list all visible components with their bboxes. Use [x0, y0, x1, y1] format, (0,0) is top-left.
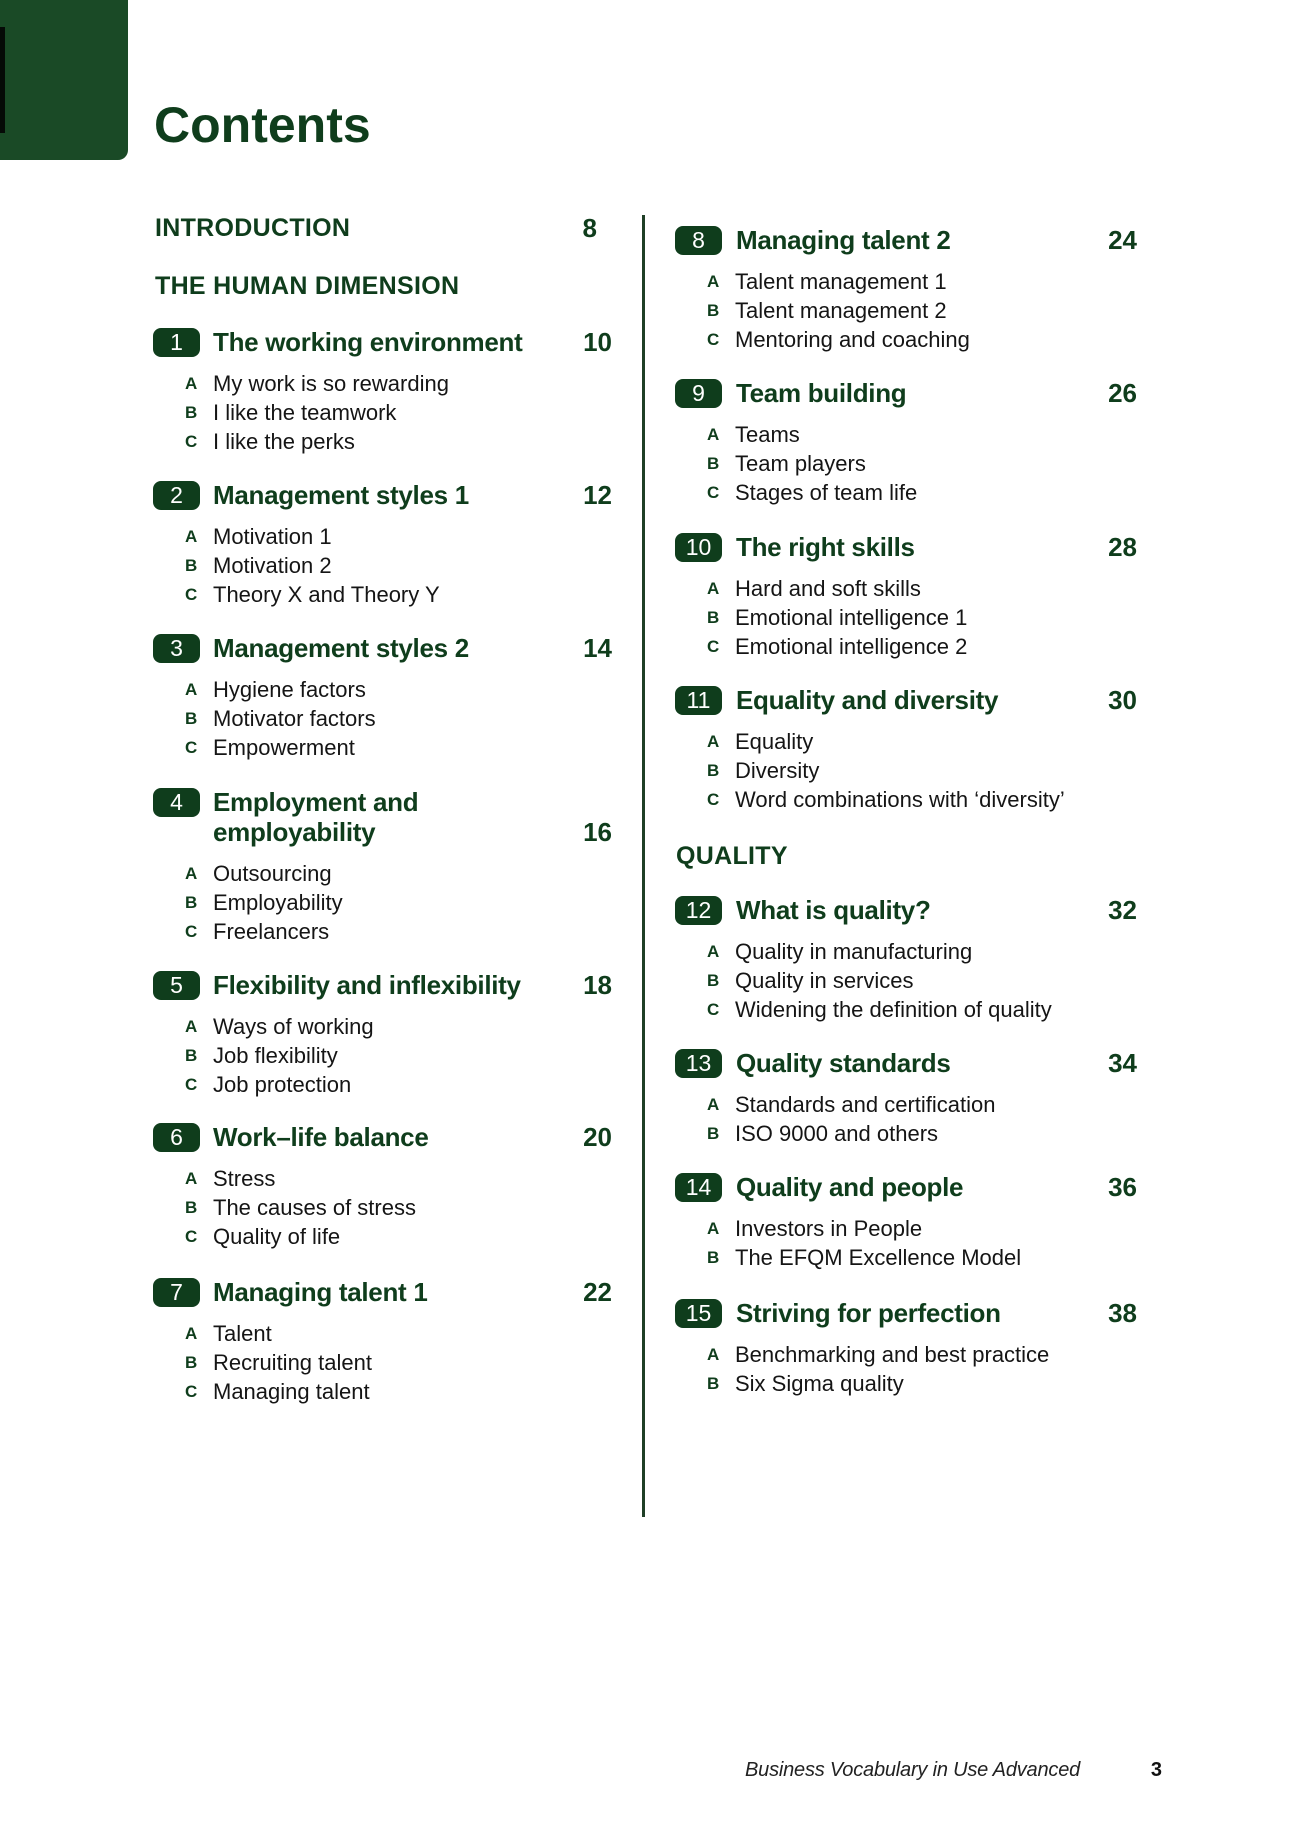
- subsection-title: Hygiene factors: [213, 677, 366, 702]
- subsection-letter: B: [185, 1353, 198, 1372]
- subsection-letter: C: [707, 1000, 720, 1019]
- subsection-letter: B: [707, 1248, 720, 1267]
- subsection-title: ISO 9000 and others: [735, 1121, 939, 1146]
- unit-page-number: 28: [1108, 532, 1137, 562]
- unit-page-number: 14: [583, 633, 612, 663]
- unit-title-link[interactable]: Management styles 2: [213, 633, 469, 663]
- unit-number-badge: 7: [153, 1278, 200, 1307]
- column-divider: [642, 215, 645, 1517]
- unit-title-link[interactable]: Management styles 1: [213, 480, 469, 510]
- subsection-title: Job flexibility: [213, 1043, 338, 1068]
- section-heading-human-dimension: THE HUMAN DIMENSION: [155, 272, 460, 300]
- subsection-title: Hard and soft skills: [735, 576, 921, 601]
- subsection-title: Mentoring and coaching: [735, 327, 970, 352]
- subsection-title: Standards and certification: [735, 1092, 996, 1117]
- unit-number-badge: 14: [675, 1173, 722, 1202]
- subsection-letter: A: [707, 1219, 720, 1238]
- subsection-letter: A: [707, 1345, 720, 1364]
- unit-number-badge: 9: [675, 379, 722, 408]
- subsection-letter: B: [707, 761, 720, 780]
- subsection-title: Stress: [213, 1166, 276, 1191]
- subsection-title: Talent management 1: [735, 269, 947, 294]
- subsection-letter: C: [185, 922, 198, 941]
- section-heading-quality: QUALITY: [676, 842, 788, 870]
- unit-number-badge: 15: [675, 1299, 722, 1328]
- subsection-title: Quality in manufacturing: [735, 939, 973, 964]
- subsection-title: Quality of life: [213, 1224, 341, 1249]
- subsection-letter: B: [707, 608, 720, 627]
- subsection-title: Managing talent: [213, 1379, 370, 1404]
- unit-page-number: 22: [583, 1277, 612, 1307]
- subsection-letter: C: [707, 330, 720, 349]
- footer-book-title: Business Vocabulary in Use Advanced: [745, 1759, 1081, 1781]
- corner-dark-strip: [0, 27, 5, 133]
- unit-number-badge: 1: [153, 328, 200, 357]
- unit-page-number: 12: [583, 480, 612, 510]
- unit-number-badge: 8: [675, 226, 722, 255]
- unit-page-number: 26: [1108, 378, 1137, 408]
- subsection-letter: B: [185, 403, 198, 422]
- unit-number-badge: 13: [675, 1049, 722, 1078]
- subsection-letter: C: [707, 483, 720, 502]
- subsection-title: The causes of stress: [213, 1195, 416, 1220]
- subsection-letter: A: [707, 425, 720, 444]
- subsection-letter: B: [185, 893, 198, 912]
- subsection-letter: C: [185, 738, 198, 757]
- subsection-letter: C: [185, 585, 198, 604]
- subsection-letter: C: [185, 1382, 198, 1401]
- subsection-title: I like the perks: [213, 429, 355, 454]
- subsection-title: Emotional intelligence 2: [735, 634, 968, 659]
- unit-number-badge: 10: [675, 533, 722, 562]
- subsection-letter: C: [185, 432, 198, 451]
- subsection-letter: B: [185, 556, 198, 575]
- subsection-title: Equality: [735, 729, 814, 754]
- subsection-title: Diversity: [735, 758, 820, 783]
- subsection-title: Investors in People: [735, 1216, 923, 1241]
- subsection-letter: A: [185, 864, 198, 883]
- subsection-title: Teams: [735, 422, 800, 447]
- corner-color-block: [0, 0, 128, 160]
- subsection-title: Quality in services: [735, 968, 914, 993]
- subsection-letter: B: [707, 301, 720, 320]
- subsection-letter: A: [707, 1095, 720, 1114]
- unit-title-link[interactable]: Managing talent 1: [213, 1277, 428, 1307]
- unit-page-number: 10: [583, 327, 612, 357]
- unit-number-badge: 2: [153, 481, 200, 510]
- subsection-title: Job protection: [213, 1072, 352, 1097]
- unit-page-number: 16: [583, 817, 612, 847]
- unit-title-link-line2[interactable]: employability: [213, 817, 376, 847]
- subsection-letter: B: [185, 1198, 198, 1217]
- subsection-letter: B: [185, 1046, 198, 1065]
- subsection-title: Widening the definition of quality: [735, 997, 1052, 1022]
- subsection-letter: A: [185, 680, 198, 699]
- unit-number-badge: 12: [675, 896, 722, 925]
- unit-number-badge: 6: [153, 1123, 200, 1152]
- subsection-title: Empowerment: [213, 735, 355, 760]
- subsection-letter: A: [185, 1324, 198, 1343]
- subsection-letter: B: [707, 971, 720, 990]
- subsection-letter: A: [707, 942, 720, 961]
- subsection-letter: A: [707, 579, 720, 598]
- subsection-title: Talent: [213, 1321, 272, 1346]
- unit-page-number: 36: [1108, 1172, 1137, 1202]
- subsection-title: Stages of team life: [735, 480, 918, 505]
- subsection-title: Six Sigma quality: [735, 1371, 904, 1396]
- unit-page-number: 20: [583, 1122, 612, 1152]
- subsection-title: Outsourcing: [213, 861, 332, 886]
- subsection-letter: B: [707, 1124, 720, 1143]
- subsection-title: Motivation 1: [213, 524, 332, 549]
- subsection-title: I like the teamwork: [213, 400, 397, 425]
- subsection-title: My work is so rewarding: [213, 371, 449, 396]
- unit-page-number: 30: [1108, 685, 1137, 715]
- subsection-letter: B: [707, 1374, 720, 1393]
- unit-title-link[interactable]: Quality and people: [736, 1172, 964, 1202]
- unit-title-link[interactable]: Flexibility and inflexibility: [213, 970, 521, 1000]
- footer-page-number: 3: [1150, 1759, 1162, 1781]
- unit-title-link[interactable]: Striving for perfection: [736, 1298, 1001, 1328]
- subsection-letter: C: [707, 790, 720, 809]
- subsection-title: Talent management 2: [735, 298, 947, 323]
- subsection-title: The EFQM Excellence Model: [735, 1245, 1022, 1270]
- unit-page-number: 32: [1108, 895, 1137, 925]
- introduction-page: 8: [582, 213, 597, 243]
- subsection-letter: A: [185, 1017, 198, 1036]
- subsection-title: Recruiting talent: [213, 1350, 372, 1375]
- unit-page-number: 38: [1108, 1298, 1137, 1328]
- subsection-letter: A: [185, 1169, 198, 1188]
- subsection-title: Word combinations with ‘diversity’: [735, 787, 1065, 812]
- subsection-letter: B: [185, 709, 198, 728]
- subsection-letter: C: [707, 637, 720, 656]
- unit-page-number: 34: [1108, 1048, 1137, 1078]
- unit-title-link[interactable]: Managing talent 2: [736, 225, 951, 255]
- unit-title-link[interactable]: Equality and diversity: [736, 685, 999, 715]
- unit-title-link[interactable]: Team building: [736, 378, 907, 408]
- page-title: Contents: [154, 97, 371, 153]
- unit-number-badge: 4: [153, 788, 200, 817]
- unit-number-badge: 11: [675, 686, 722, 715]
- unit-number-badge: 3: [153, 634, 200, 663]
- subsection-title: Motivation 2: [213, 553, 332, 578]
- subsection-letter: A: [707, 272, 720, 291]
- unit-title-link[interactable]: Quality standards: [736, 1048, 951, 1078]
- unit-title-link[interactable]: The working environment: [213, 327, 523, 357]
- subsection-title: Ways of working: [213, 1014, 374, 1039]
- subsection-letter: B: [707, 454, 720, 473]
- subsection-letter: C: [185, 1227, 198, 1246]
- subsection-title: Freelancers: [213, 919, 330, 944]
- subsection-title: Emotional intelligence 1: [735, 605, 968, 630]
- unit-title-link[interactable]: Work–life balance: [213, 1122, 429, 1152]
- subsection-title: Benchmarking and best practice: [735, 1342, 1050, 1367]
- unit-page-number: 24: [1108, 225, 1137, 255]
- introduction-label[interactable]: INTRODUCTION: [155, 214, 351, 242]
- subsection-title: Team players: [735, 451, 866, 476]
- subsection-letter: A: [707, 732, 720, 751]
- subsection-letter: A: [185, 374, 198, 393]
- unit-title-link[interactable]: The right skills: [736, 532, 915, 562]
- unit-title-link[interactable]: What is quality?: [736, 895, 931, 925]
- subsection-letter: C: [185, 1075, 198, 1094]
- subsection-title: Employability: [213, 890, 343, 915]
- unit-title-link[interactable]: Employment and: [213, 787, 419, 817]
- subsection-letter: A: [185, 527, 198, 546]
- unit-number-badge: 5: [153, 971, 200, 1000]
- unit-page-number: 18: [583, 970, 612, 1000]
- subsection-title: Motivator factors: [213, 706, 376, 731]
- subsection-title: Theory X and Theory Y: [213, 582, 440, 607]
